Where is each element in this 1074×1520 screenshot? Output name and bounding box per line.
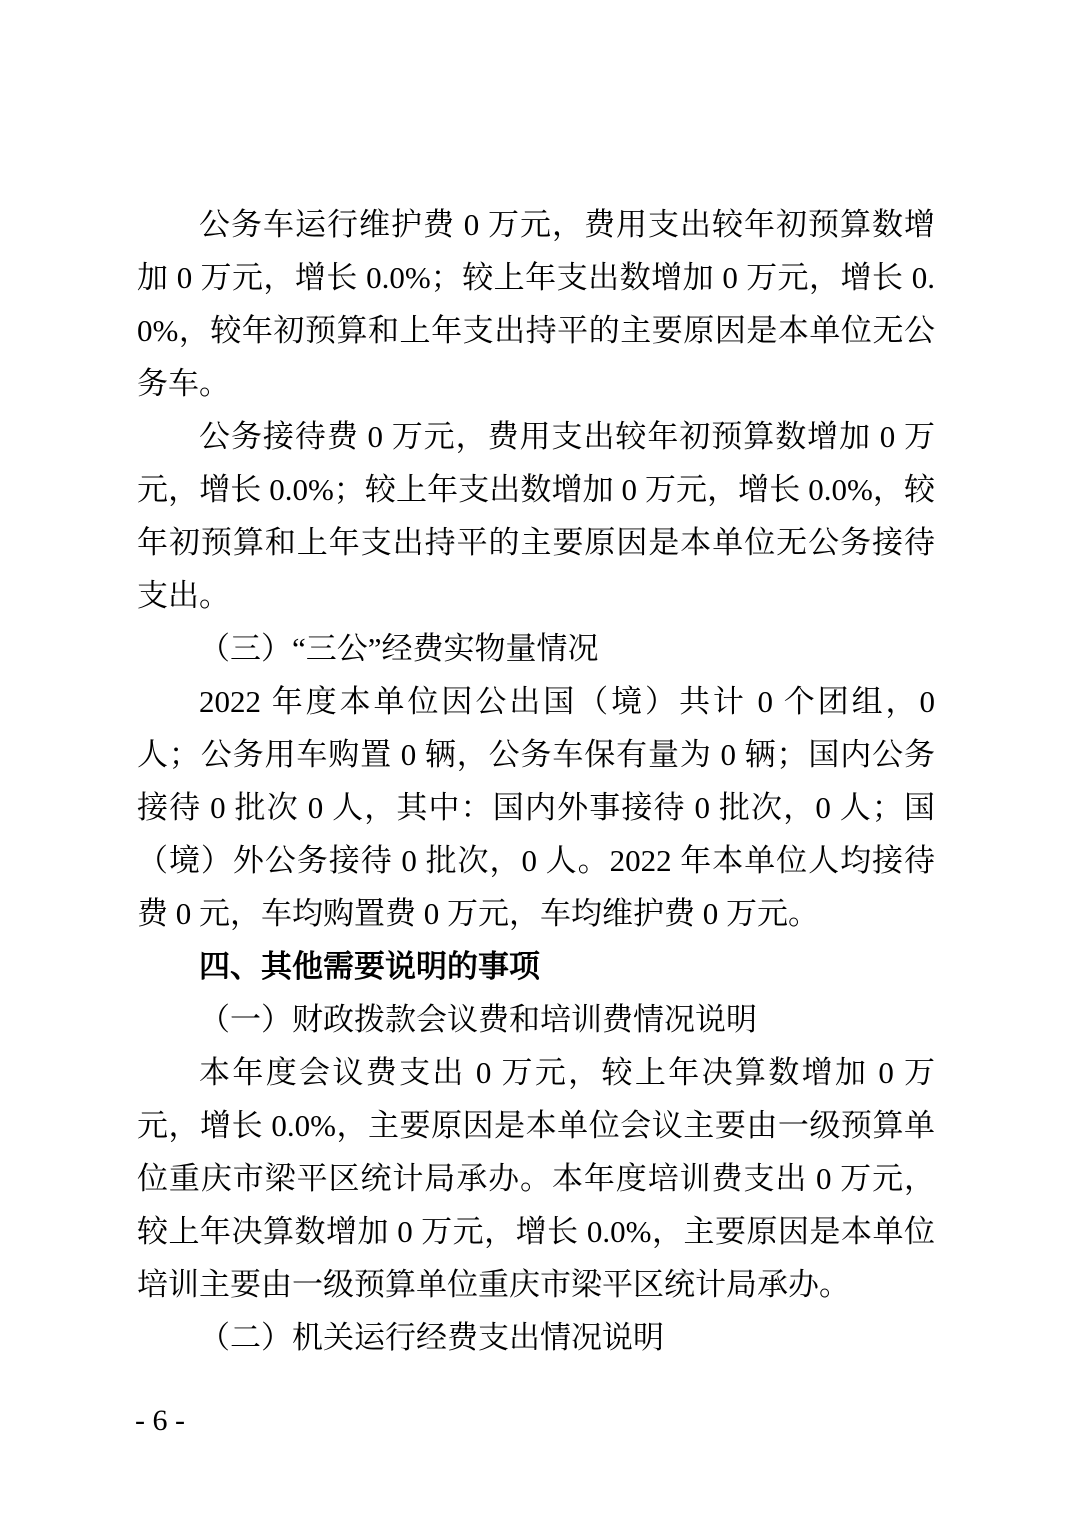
page-number: - 6 -	[135, 1404, 185, 1437]
paragraph-official-reception-fee: 公务接待费 0 万元，费用支出较年初预算数增加 0 万元，增长 0.0%；较上年支出数增加 0 万元，增长 0.0%，较年初预算和上年支出持平的主要原因是本单位无公务接待支出。	[137, 419, 935, 613]
paragraph-vehicle-maintenance-fee: 公务车运行维护费 0 万元，费用支出较年初预算数增加 0 万元，增长 0.0%；较上年支出数增加 0 万元，增长 0.0%，较年初预算和上年支出持平的主要原因是本单位无公务车。	[137, 207, 935, 401]
document-body	[137, 198, 935, 1364]
paragraph-physical-quantity: 2022 年度本单位因公出国（境）共计 0 个团组，0 人；公务用车购置 0 辆，公务车保有量为 0 辆；国内公务接待 0 批次 0 人，其中：国内外事接待 0 批次，0 人；国（境）外公务接待 0 批次，0 人。2022 年本单位人均接待费 0 元，车均购置费 0 万元，车均维护费 0 万元。	[137, 684, 935, 931]
heading-section4-2-agency-operating-expense: （二）机关运行经费支出情况说明	[199, 1320, 664, 1355]
heading-section3-three-public-physical-quantity: （三）“三公”经费实物量情况	[199, 631, 599, 666]
paragraph-meeting-training-fee: 本年度会议费支出 0 万元，较上年决算数增加 0 万元，增长 0.0%，主要原因是本单位会议主要由一级预算单位重庆市梁平区统计局承办。本年度培训费支出 0 万元，较上年决算数增加 0 万元，增长 0.0%，主要原因是本单位培训主要由一级预算单位重庆市梁平区统计局承办。	[137, 1055, 935, 1302]
heading-section4-1-meeting-training-fee: （一）财政拨款会议费和培训费情况说明	[199, 1002, 757, 1037]
heading-section4-other-matters: 四、其他需要说明的事项	[199, 949, 540, 984]
